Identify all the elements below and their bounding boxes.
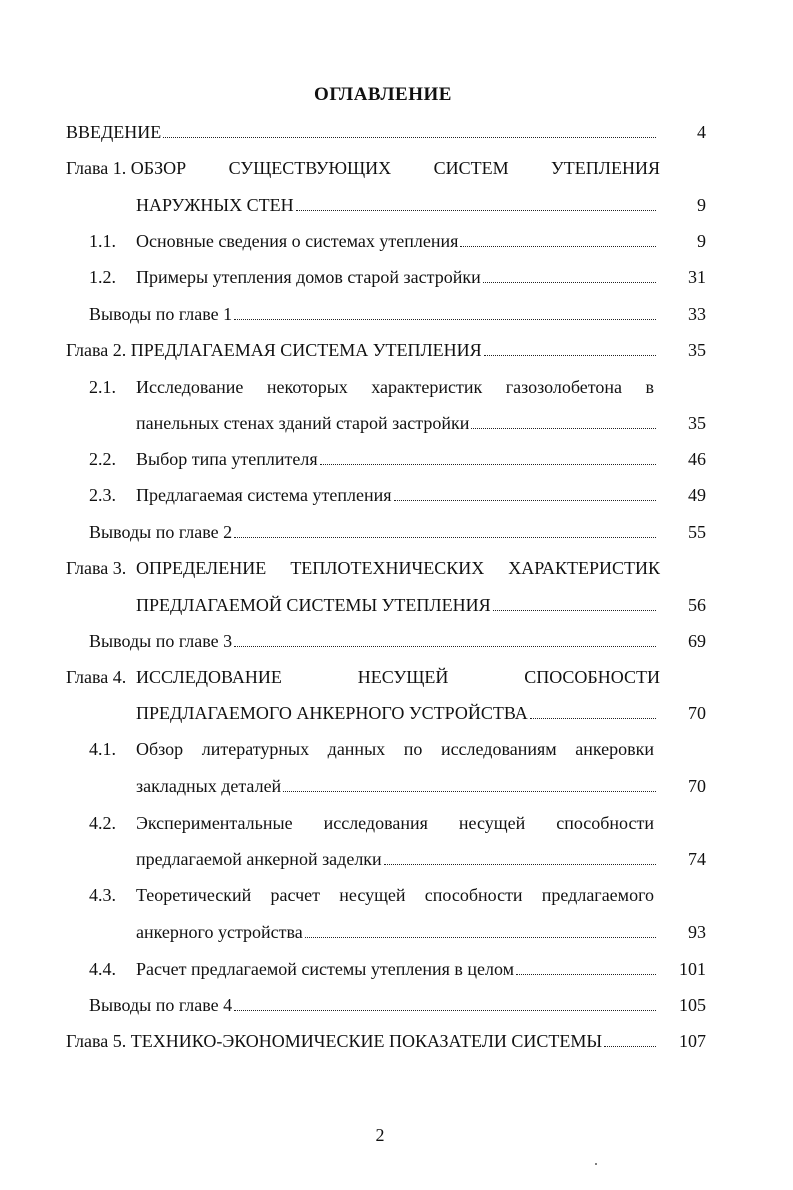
scan-speck <box>595 1163 597 1165</box>
toc-page-number: 74 <box>688 849 706 869</box>
toc-page-number: 33 <box>688 304 706 324</box>
leader-dots <box>484 354 656 356</box>
toc-section-label: 4.1. <box>89 739 116 759</box>
toc-entry-chapter-4: ИССЛЕДОВАНИЕ НЕСУЩЕЙ СПОСОБНОСТИ <box>136 667 660 687</box>
toc-entry-chapter-4-cont: ПРЕДЛАГАЕМОГО АНКЕРНОГО УСТРОЙСТВА <box>136 701 658 725</box>
toc-entry-section-4-3-cont: анкерного устройства <box>136 920 658 944</box>
toc-section-label: 1.1. <box>89 231 116 251</box>
toc-entry-introduction: ВВЕДЕНИЕ <box>66 120 658 144</box>
leader-dots <box>394 499 656 501</box>
leader-dots <box>234 318 656 320</box>
toc-page-number: 105 <box>679 995 706 1015</box>
toc-entry-section-4-1: Обзор литературных данных по исследованиям анкеровки <box>136 739 654 759</box>
leader-dots <box>530 717 656 719</box>
toc-chapter-label: Глава 4. <box>66 667 127 687</box>
toc-entry-chapter-3: ОПРЕДЕЛЕНИЕ ТЕПЛОТЕХНИЧЕСКИХ ХАРАКТЕРИСТИК <box>136 558 660 578</box>
toc-entry-chapter-1-cont: НАРУЖНЫХ СТЕН <box>136 193 658 217</box>
toc-entry-conclusions-3: Выводы по главе 3 <box>89 629 658 653</box>
toc-chapter-label: Глава 3. <box>66 558 127 578</box>
toc-page-number: 107 <box>679 1031 706 1051</box>
toc-section-label: 4.3. <box>89 885 116 905</box>
leader-dots <box>460 245 656 247</box>
toc-page-number: 35 <box>688 340 706 360</box>
leader-dots <box>483 281 656 283</box>
toc-entry-section-4-1-cont: закладных деталей <box>136 774 658 798</box>
toc-section-label: 2.1. <box>89 377 116 397</box>
toc-page-number: 56 <box>688 595 706 615</box>
leader-dots <box>163 136 656 138</box>
toc-entry-section-1-1: Основные сведения о системах утепления <box>136 229 658 253</box>
toc-page-number: 9 <box>697 195 706 215</box>
leader-dots <box>296 209 656 211</box>
toc-entry-section-2-1-cont: панельных стенах зданий старой застройки <box>136 411 658 435</box>
toc-entry-conclusions-1: Выводы по главе 1 <box>89 302 658 326</box>
toc-page-number: 9 <box>697 231 706 251</box>
leader-dots <box>305 936 656 938</box>
toc-title: ОГЛАВЛЕНИЕ <box>314 84 452 105</box>
page-number: 2 <box>375 1125 385 1145</box>
leader-dots <box>320 463 656 465</box>
toc-page-number: 46 <box>688 449 706 469</box>
toc-page-number: 55 <box>688 522 706 542</box>
toc-entry-chapter-5: Глава 5. ТЕХНИКО-ЭКОНОМИЧЕСКИЕ ПОКАЗАТЕЛИ СИСТЕМЫ <box>66 1029 658 1053</box>
toc-page-number: 70 <box>688 776 706 796</box>
toc-page-number: 93 <box>688 922 706 942</box>
leader-dots <box>471 427 656 429</box>
toc-entry-section-4-4: Расчет предлагаемой системы утепления в целом <box>136 957 658 981</box>
toc-page-number: 35 <box>688 413 706 433</box>
toc-entry-section-4-2: Экспериментальные исследования несущей способности <box>136 813 654 833</box>
toc-entry-conclusions-4: Выводы по главе 4 <box>89 993 658 1017</box>
toc-page-number: 101 <box>679 959 706 979</box>
leader-dots <box>234 536 656 538</box>
leader-dots <box>234 1009 656 1011</box>
toc-page-number: 31 <box>688 267 706 287</box>
toc-entry-section-4-3: Теоретический расчет несущей способности предлагаемого <box>136 885 654 905</box>
toc-entry-chapter-1: Глава 1. ОБЗОР СУЩЕСТВУЮЩИХ СИСТЕМ УТЕПЛЕНИЯ <box>66 158 660 178</box>
toc-entry-section-2-3: Предлагаемая система утепления <box>136 483 658 507</box>
toc-page-number: 49 <box>688 485 706 505</box>
toc-section-label: 4.4. <box>89 959 116 979</box>
toc-section-label: 4.2. <box>89 813 116 833</box>
leader-dots <box>516 973 656 975</box>
toc-entry-section-2-1: Исследование некоторых характеристик газозолобетона в <box>136 377 654 397</box>
toc-entry-section-4-2-cont: предлагаемой анкерной заделки <box>136 847 658 871</box>
toc-section-label: 1.2. <box>89 267 116 287</box>
toc-page-number: 70 <box>688 703 706 723</box>
toc-entry-conclusions-2: Выводы по главе 2 <box>89 520 658 544</box>
leader-dots <box>493 609 656 611</box>
leader-dots <box>604 1045 656 1047</box>
toc-page-number: 69 <box>688 631 706 651</box>
toc-section-label: 2.2. <box>89 449 116 469</box>
toc-entry-chapter-2: Глава 2. ПРЕДЛАГАЕМАЯ СИСТЕМА УТЕПЛЕНИЯ <box>66 338 658 362</box>
toc-entry-section-2-2: Выбор типа утеплителя <box>136 447 658 471</box>
toc-entry-chapter-3-cont: ПРЕДЛАГАЕМОЙ СИСТЕМЫ УТЕПЛЕНИЯ <box>136 593 658 617</box>
toc-entry-section-1-2: Примеры утепления домов старой застройки <box>136 265 658 289</box>
leader-dots <box>234 645 656 647</box>
toc-page-number: 4 <box>697 122 706 142</box>
toc-section-label: 2.3. <box>89 485 116 505</box>
leader-dots <box>384 863 656 865</box>
leader-dots <box>283 790 656 792</box>
